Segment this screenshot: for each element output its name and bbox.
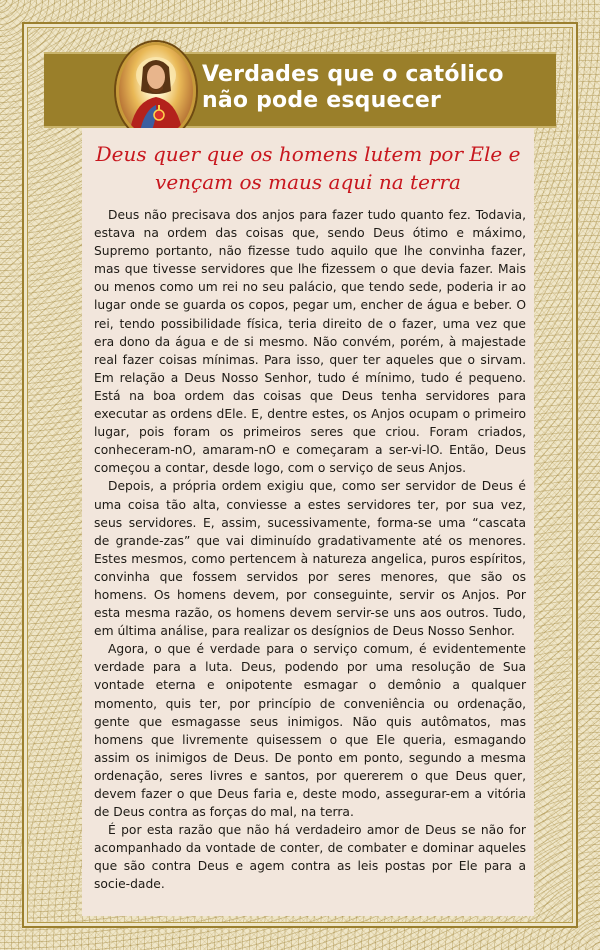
title-line-2: não pode esquecer xyxy=(202,88,442,113)
headline-line-2: vençam os maus aqui na terra xyxy=(155,170,461,194)
article-body xyxy=(94,206,526,894)
page-title xyxy=(202,62,552,114)
paragraph-3: Agora, o que é verdade para o serviço comum, é evidentemente verdade para a luta. Deus, podendo por uma resolução de Sua vontade eterna e onipotente esmagar o demônio a qualquer momento, quis ter, por princípio de conveniência ou ordenação, gente que esmagasse seus inimigos. Não quis autômatos, mas homens que livremente quisessem o que Ele queria, esmagando assim os inimigos de Deus. De ponto em ponto, segundo a mesma ordenação, seres livres e santos, por quererem o que Deus quer, devem fazer o que Deus faria e, deste modo, assegurar-em a vitória de Deus contra as forças do mal, na terra. xyxy=(94,642,526,820)
title-line-1: Verdades que o católico xyxy=(202,62,504,87)
sacred-heart-portrait-icon xyxy=(116,42,196,140)
paragraph-1: Deus não precisava dos anjos para fazer tudo quanto fez. Todavia, estava na ordem das coisas que, sendo Deus ótimo e máximo, Supremo portanto, não fizesse tudo aquilo que lhe convinha fazer, mas que tivesse servidores que lhe fizessem o que devia fazer. Mais ou menos como um rei no seu palácio, que tendo sede, poderia ir ao lugar onde se guarda os copos, pegar um, encher de água e beber. O rei, tendo possibilidade física, teria direito de o fazer, uma vez que era dono da água e de si mesmo. Não convém, porém, à majestade real fazer coisas mínimas. Para isso, quer ter aqueles que o sirvam. Em relação a Deus Nosso Senhor, tudo é mínimo, tudo é pequeno. Está na boa ordem das coisas que Deus tenha servidores para executar as ordens dEle. E, dentre estes, os Anjos ocupam o primeiro lugar, pois foram os primeiros seres que criou. Foram criados, conheceram-nO, amaram-nO e começaram a ser-vi-lO. Então, Deus começou a contar, desde logo, com o serviço de seus Anjos. xyxy=(94,208,526,476)
paragraph-2: Depois, a própria ordem exigiu que, como ser servidor de Deus é uma coisa tão alta, conviesse a estes servidores ter, por sua vez, seus servidores. E, assim, sucessivamente, forma-se uma “cascata de grande-zas” que vai diminuído gradativamente até os menores. Estes mesmos, como pertencem à natureza angelica, puros espíritos, convinha que fossem servidos por seres menores, que são os homens. Os homens devem, por conseguinte, servir os Anjos. Por esta mesma razão, os homens devem servir-se uns aos outros. Tudo, em última análise, para realizar os desígnios de Deus Nosso Senhor. xyxy=(94,479,526,639)
headline-line-1: Deus quer que os homens lutem por Ele e xyxy=(95,142,521,166)
paragraph-4: É por esta razão que não há verdadeiro amor de Deus se não for acompanhado da vontade de conter, de combater e dominar aqueles que são contra Deus e agem contra as leis postas por Ele para a socie-dade. xyxy=(94,823,526,892)
article-headline xyxy=(86,140,530,196)
